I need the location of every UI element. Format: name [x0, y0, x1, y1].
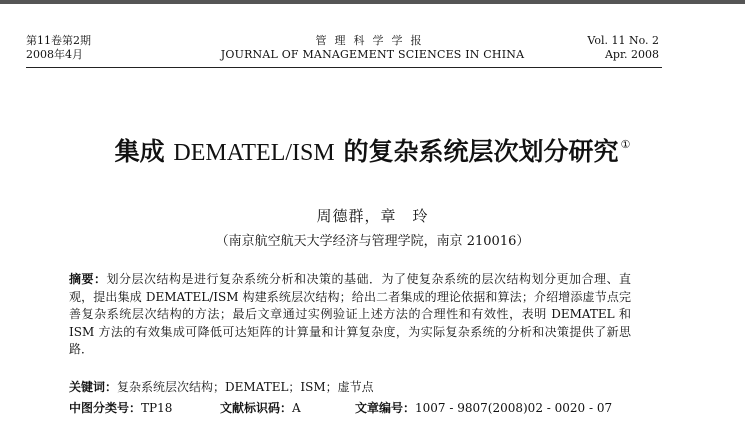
abstract-label: 摘要：: [69, 272, 107, 286]
authors: 周德群，章 玲: [316, 207, 429, 225]
doc-code-value: A: [292, 401, 301, 415]
article-number-value: 1007 - 9807(2008)02 - 0020 - 07: [415, 401, 613, 415]
title-prefix: 集成: [114, 137, 165, 166]
header-issue-en: [587, 34, 659, 62]
abstract-text: 划分层次结构是进行复杂系统分析和决策的基础．为了使复杂系统的层次结构划分更加合理、直观，提出集成 DEMATEL/ISM 构建系统层次结构；给出二者集成的理论依据和算法；介绍增添虚节点完善复杂系统层次结构的方法；最后文章通过实例验证上述方法的合理性和有效性，表明 DEMATEL 和 ISM 方法的有效集成可降低可达矩阵的计算量和计算复杂度，为实际复杂系统的分析和决策提供了新思路．: [69, 272, 631, 356]
date-cn: 2008年4月: [26, 48, 83, 61]
volume-cn: 第11卷第2期: [26, 34, 91, 47]
journal-name-cn: 管理科学学报: [315, 34, 430, 47]
volume-en: Vol. 11 No. 2: [587, 34, 659, 47]
date-en: Apr. 2008: [604, 48, 659, 61]
doc-code-label: 文献标识码：: [220, 401, 293, 415]
header-rule: [26, 67, 662, 68]
journal-name-en: JOURNAL OF MANAGEMENT SCIENCES IN CHINA: [220, 48, 525, 61]
document-code: [220, 399, 301, 416]
keywords: [69, 378, 374, 395]
paper-title: [0, 130, 745, 168]
title-method: DEMATEL/ISM: [173, 140, 335, 166]
article-number: [355, 399, 612, 416]
title-suffix: 的复杂系统层次划分研究: [343, 137, 619, 166]
clc-label: 中图分类号：: [69, 401, 142, 415]
title-footnote-mark: ①: [620, 138, 631, 151]
clc-number: [69, 399, 172, 416]
article-number-label: 文章编号：: [355, 401, 416, 415]
clc-value: TP18: [141, 401, 173, 415]
keywords-text: 复杂系统层次结构；DEMATEL；ISM；虚节点: [117, 380, 374, 394]
affiliation: （南京航空航天大学经济与管理学院，南京 210016）: [215, 234, 530, 249]
keywords-label: 关键词：: [69, 380, 118, 394]
abstract: [69, 271, 631, 359]
page-top-edge: [0, 0, 745, 4]
